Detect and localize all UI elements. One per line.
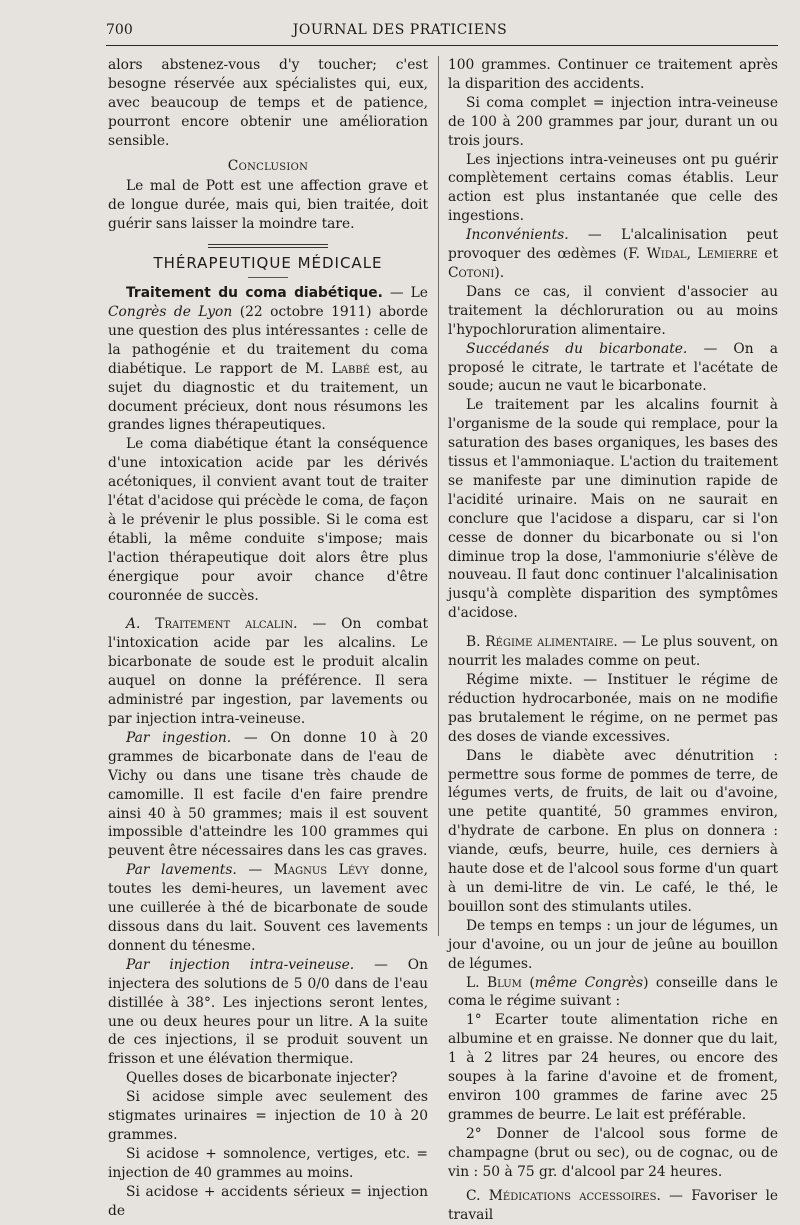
paragraph-acidose: Le coma diabétique étant la conséquence d'une intoxication acide par les dérivés acétoniques, il convient avant tout de traiter l'état d'acidose qui précède le coma, de façon à le prévenir le plus possible. Si le coma est établi, la même conduite s'impose; mais l'action thérapeutique doit alors être plus énergique pour avoir chance d'être couronnée de succès. — [108, 436, 428, 604]
page-header — [0, 0, 800, 48]
paragraph-continuation: 100 grammes. Continuer ce traitement après la disparition des accidents. — [448, 57, 778, 92]
article-intro-paragraph: Traitement du coma diabétique. — Le Congrès de Lyon (22 octobre 1911) aborde une question des plus intéressantes : celle de la pathogénie et du traitement du coma diabétique. Le rapport de M. Labbé est, au sujet du diagnostic et du traitement, un document précieux, dont nous résumons les grandes lignes thérapeutiques. — [108, 285, 429, 434]
journal-title: JOURNAL DES PRATICIENS — [292, 22, 508, 38]
column-divider — [438, 56, 439, 936]
paragraph-regime-1: 1° Ecarter toute alimentation riche en albumine et en graisse. Ne donner que du lait, 1 à 2 litres par 24 heures, ou encore des soupes à la farine d'avoine et de froment, environ 100 grammes de farine avec 25 grammes de beurre. Le lait est préférable. — [448, 1012, 778, 1123]
paragraph-dose-simple: Si acidose simple avec seulement des stigmates urinaires = injection de 10 à 20 grammes. — [108, 1089, 428, 1143]
paragraph-succedanes: Succédanés du bicarbonate. — On a proposé le citrate, le tartrate et l'acétate de soude; aucun ne vaut le bicarbonate. — [448, 340, 778, 395]
paragraph-medications-accessoires: C. Médications accessoires. — Favoriser le travail — [448, 1188, 779, 1224]
paragraph-dose-accidents: Si acidose + accidents sérieux = injection de — [108, 1183, 428, 1219]
paragraph-blum: L. Blum (même Congrès) conseille dans le coma le régime suivant : — [448, 974, 778, 1010]
article-title: Traitement du coma diabétique. — [126, 285, 383, 302]
paragraph-quelles-doses: Quelles doses de bicarbonate injecter? — [126, 1070, 398, 1087]
conclusion-paragraph: Le mal de Pott est une affection grave et de longue durée, mais qui, bien traitée, doit guérir sans laisser la moindre tare. — [108, 178, 428, 233]
paragraph-temps-en-temps: De temps en temps : un jour de légumes, un jour d'avoine, ou un jour de jeûne au bouillon de légumes. — [448, 917, 778, 972]
header-rule — [106, 45, 778, 46]
paragraph-regime-2: 2° Donner de l'alcool sous forme de champagne (brut ou sec), ou de cognac, ou de vin : 50 à 75 gr. d'alcool par 24 heures. — [448, 1125, 778, 1180]
left-column — [108, 56, 428, 1220]
right-column — [448, 56, 778, 1225]
paragraph-alcalins: Le traitement par les alcalins fournit à l'organisme de la soude qui remplace, pour la saturation des bases organiques, les bases des tissus et l'ammoniaque. L'action du traitement se manifeste par une diminution rapide de l'acidité urinaire. Mais on ne saurait en conclure que l'acidose a disparu, car si l'on cesse de donner du bicarbonate ou si l'on diminue trop la dose, l'ammoniurie s'élève de nouveau. Il faut donc continuer l'alcalinisation jusqu'à complète disparition des symptômes d'acidose. — [448, 397, 778, 622]
paragraph-injections-guerir: Les injections intra-veineuses ont pu guérir complètement certains comas établis. Leur action est plus instantanée que celle des ingestions. — [448, 151, 778, 225]
conclusion-heading: Conclusion — [227, 157, 309, 174]
section-rule — [208, 244, 328, 248]
paragraph-coma-complet: Si coma complet = injection intra-veineuse de 100 à 200 grammes par jour, durant un ou trois jours. — [448, 94, 778, 149]
paragraph-injection: Par injection intra-veineuse. — On injectera des solutions de 5 0/0 dans de l'eau distillée à 38°. Les injections seront lentes, une ou deux heures pour un litre. A la suite de ces injections, il se produit souvent un frisson et une élévation thermique. — [108, 956, 428, 1068]
paragraph-lavements: Par lavements. — Magnus Lévy donne, toutes les demi-heures, un lavement avec une cuillerée à thé de bicarbonate de soude dissous dans du lait. Souvent ces lavements donnent du ténesme. — [108, 862, 428, 954]
section-ornament — [248, 277, 288, 278]
paragraph-regime-mixte: Régime mixte. — Instituer le régime de réduction hydrocarbonée, mais on ne modifie pas brutalement le régime, on ne permet pas des doses de viande excessives. — [448, 672, 778, 745]
section-title: THÉRAPEUTIQUE MÉDICALE — [153, 254, 383, 273]
page-number: 700 — [106, 22, 133, 38]
paragraph-dechloruration: Dans ce cas, il convient d'associer au traitement la déchloruration ou au moins l'hypochloruration alimentaire. — [448, 283, 778, 338]
intro-paragraph: alors abstenez-vous d'y toucher; c'est besogne réservée aux spécialistes qui, eux, avec beaucoup de temps et de patience, pourront encore obtenir une amélioration sensible. — [108, 57, 428, 149]
paragraph-inconvenients: Inconvénients. — L'alcalinisation peut provoquer des œdèmes (F. Widal, Lemierre et Cotoni). — [448, 227, 778, 281]
paragraph-ingestion: Par ingestion. — On donne 10 à 20 grammes de bicarbonate dans de l'eau de Vichy ou dans une tisane très chaude de camomille. Il est facile d'en faire prendre ainsi 40 à 50 grammes; mais il est souvent impossible d'atteindre les 100 grammes qui peuvent être nécessaires dans les cas graves. — [108, 729, 428, 860]
paragraph-dose-somnolence: Si acidose + somnolence, vertiges, etc. = injection de 40 grammes au moins. — [108, 1145, 428, 1181]
paragraph-regime-alimentaire: B. Régime alimentaire. — Le plus souvent, on nourrit les malades comme on peut. — [448, 634, 778, 670]
paragraph-denutrition: Dans le diabète avec dénutrition : permettre sous forme de pommes de terre, de légumes verts, de fruits, de lait ou d'avoine, une petite quantité, 50 grammes environ, d'hydrate de carbone. En plus on donnera : viande, œufs, beurre, huile, ces derniers à haute dose et de l'alcool sous forme d'un quart à un demi-litre de vin. Le café, le thé, le bouillon sont des stimulants utiles. — [448, 747, 778, 915]
paragraph-traitement-alcalin: A. Traitement alcalin. — On combat l'intoxication acide par les alcalins. Le bicarbonate de soude est le produit alcalin auquel on donne la préférence. Il sera administré par ingestion, par lavements ou par injection intra-veineuse. — [108, 616, 428, 727]
